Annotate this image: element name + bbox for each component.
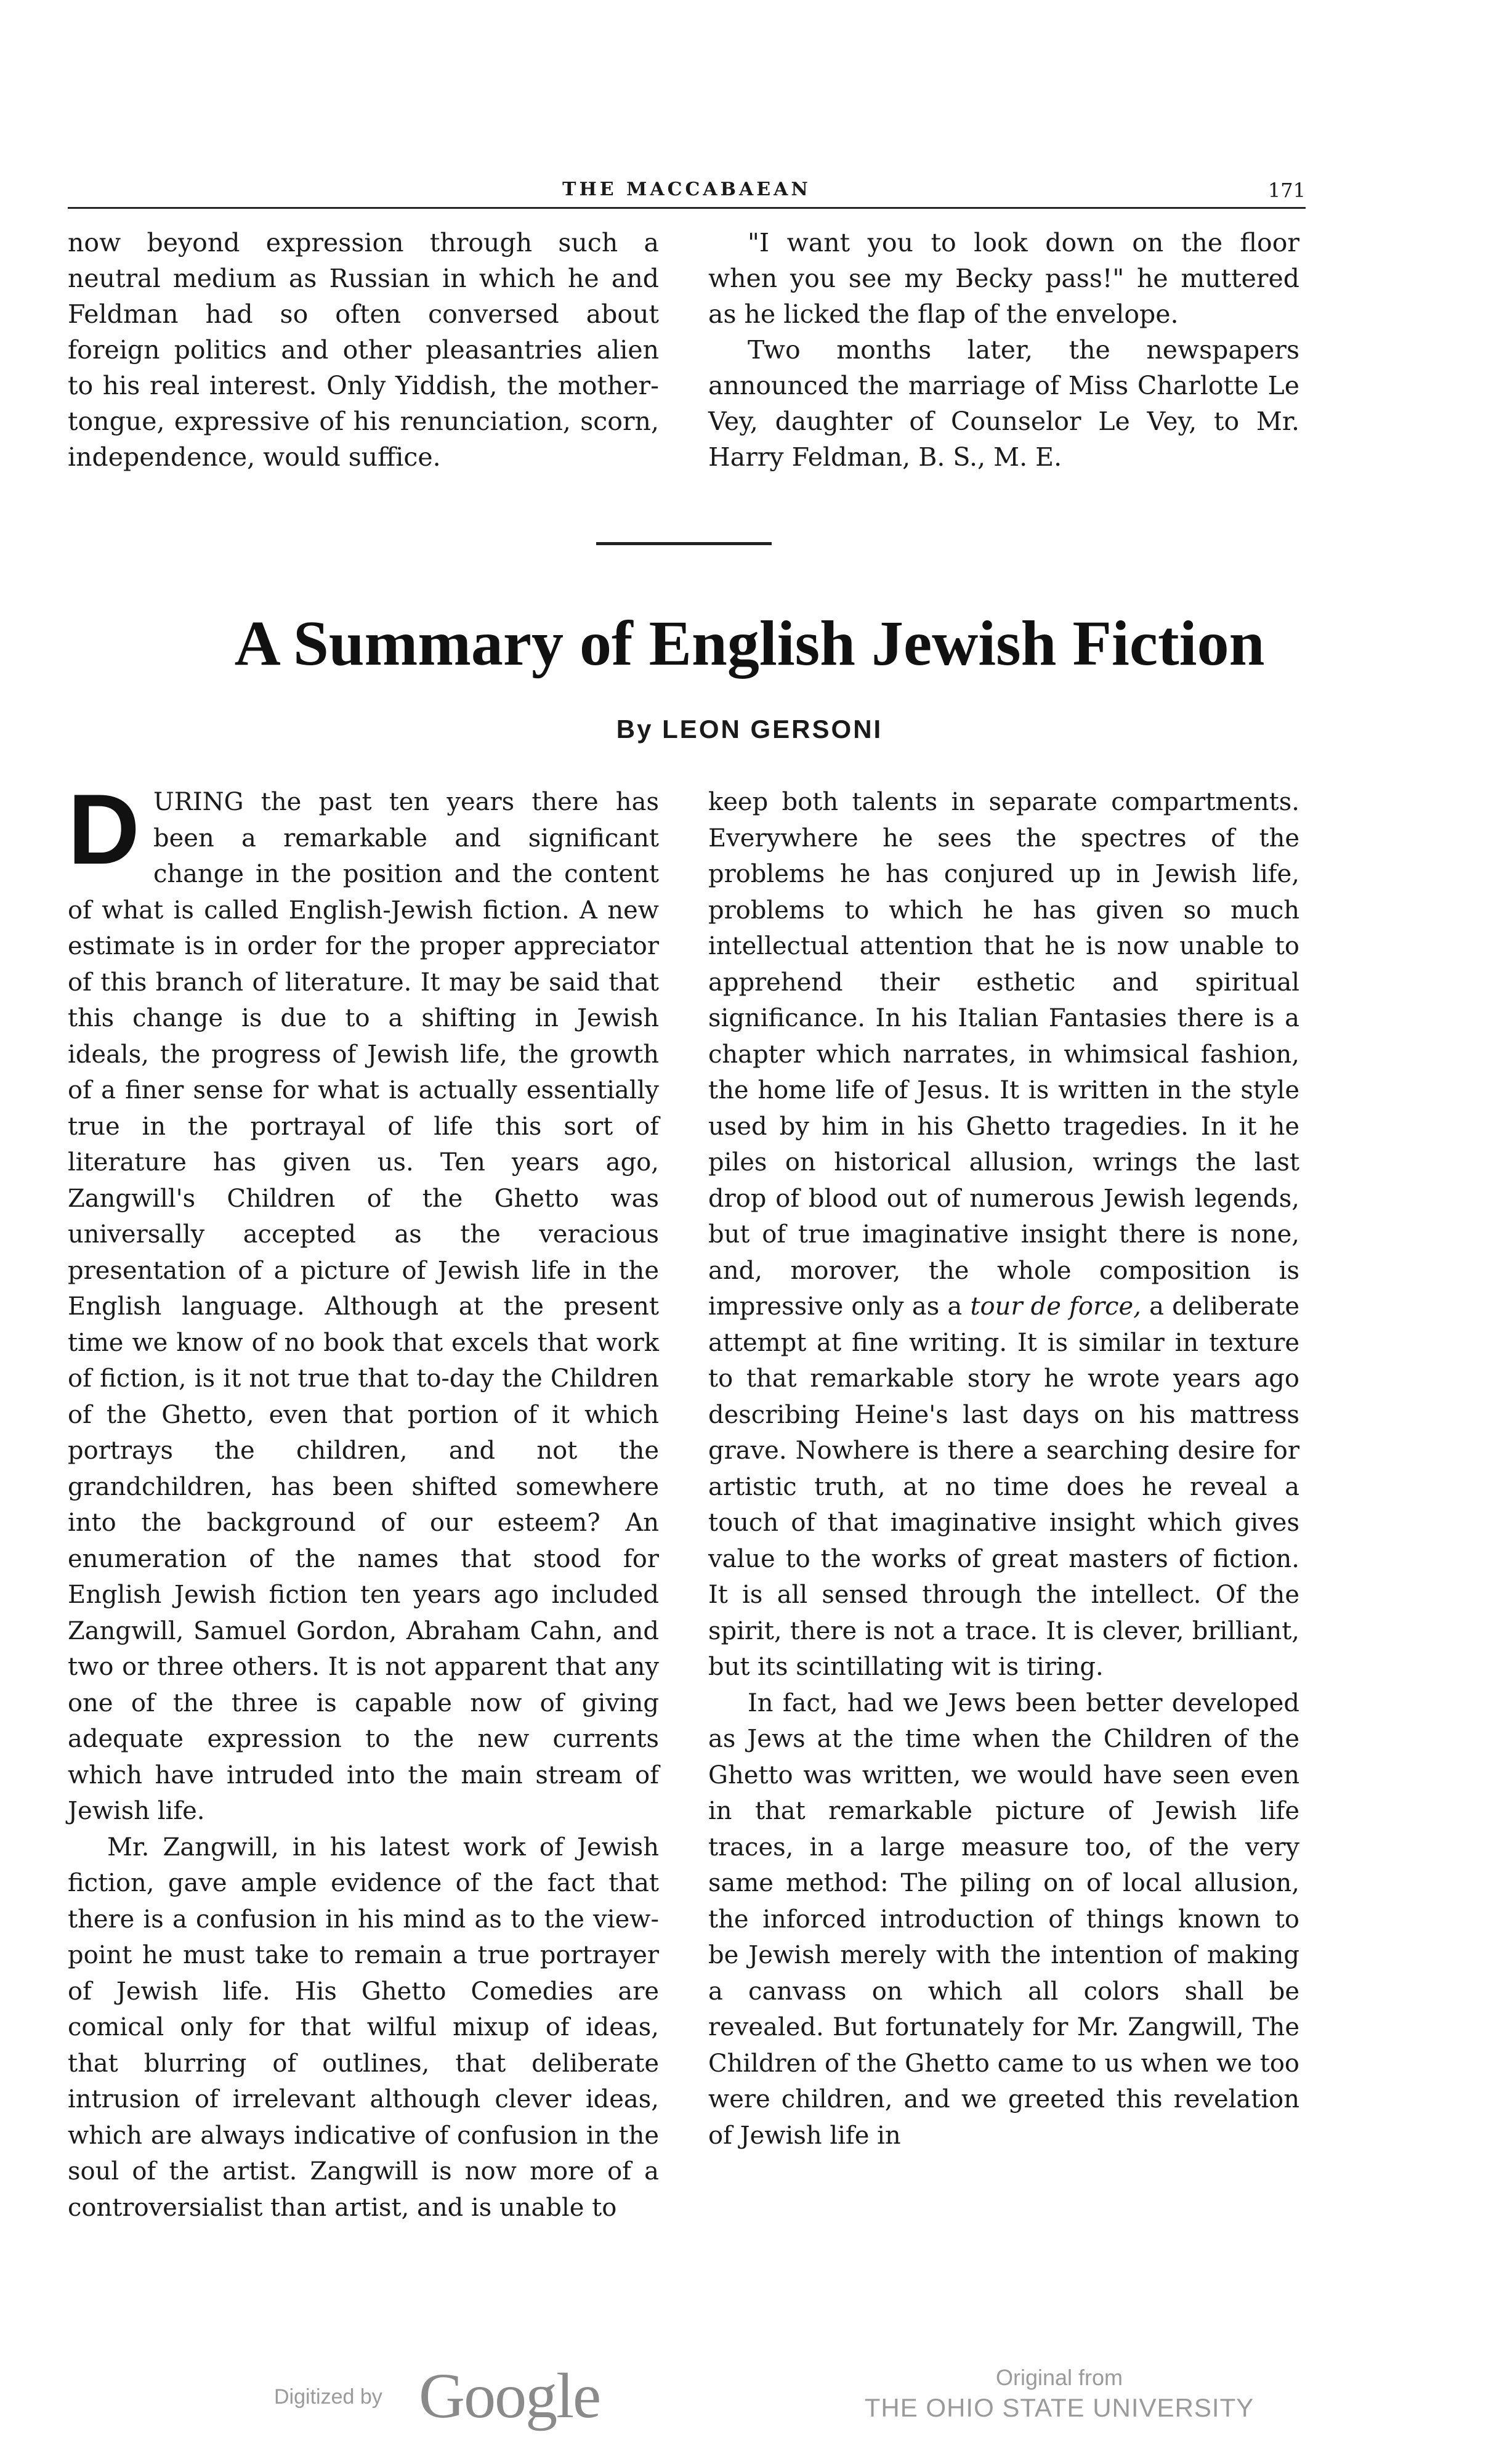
article-paragraph: In fact, had we Jews been better developed as Jews at the time when the Children of the Ghetto was written, we would have seen even in that remarkable picture of Jewish life traces, in a large measure too, of the very same method: The piling on of local allusion, the inforced introduction of things known to be Jewish merely with the intention of making a canvass on which all colors shall be revealed. But fortunately for Mr. Zangwill, The Children of the Ghetto came to us when we too were children, and we greeted this revelation of Jewish life in — [708, 1688, 1299, 2150]
previous-story-paragraph: now beyond expression through such a neutral medium as Russian in which he and Feldman had so often conversed about foreign politics and other pleasantries alien to his real interest. Only Yiddish, the mother-tongue, expressive of his renunciation, scorn, independence, would suffice. — [68, 228, 659, 472]
article-right-column — [708, 784, 1299, 2154]
article-title: A Summary of English Jewish Fiction — [234, 608, 1265, 679]
previous-story-ending: Two months later, the newspapers announced the marriage of Miss Charlotte Le Vey, daughter of Counselor Le Vey, to Mr. Harry Feldman, B. S., M. E. — [708, 335, 1299, 472]
article-paragraph-text: URING the past ten years there has been a remarkable and significant change in the position and the content of what is called English-Jewish fiction. A new estimate is in order for the proper appreciator of this branch of literature. It may be said that this change is due to a shifting in Jewish ideals, the progress of Jewish life, the growth of a finer sense for what is actually essentially true in the portrayal of life this sort of literature has given us. Ten years ago, Zangwill's Children of the Ghetto was universally accepted as the veracious presentation of a picture of Jewish life in the English language. Although at the present time we know of no book that excels that work of fiction, is it not true that to-day the Children of the Ghetto, even that portion of it which portrays the children, and not the grandchildren, has been shifted somewhere into the background of our esteem? An enumeration of the names that stood for English Jewish fiction ten years ago included Zangwill, Samuel Gordon, Abraham Cahn, and two or three others. It is not apparent that any one of the three is capable now of giving adequate expression to the new currents which have intruded into the main stream of Jewish life. — [68, 788, 659, 1825]
google-logo: Google — [419, 2361, 600, 2431]
drop-cap: D — [68, 774, 140, 885]
previous-story-right-column — [708, 225, 1299, 475]
header-rule — [68, 207, 1306, 209]
article-byline: By LEON GERSONI — [616, 715, 883, 744]
page-header — [68, 179, 1306, 207]
article-paragraph — [708, 784, 1299, 1685]
article-paragraph: Mr. Zangwill, in his latest work of Jewish fiction, gave ample evidence of the fact that there is a confusion in his mind as to the view-point he must take to remain a true portrayer of Jewish life. His Ghetto Comedies are comical only for that wilful mixup of ideas, that blurring of outlines, that deliberate intrusion of irrelevant although clever ideas, which are always indicative of confusion in the soul of the artist. Zangwill is now more of a controversialist than artist, and is unable to — [68, 1833, 659, 2222]
section-divider-rule — [596, 542, 772, 545]
source-credit — [825, 2364, 1293, 2425]
previous-story-left-column — [68, 225, 659, 475]
article-paragraph-text: a deliberate attempt at fine writing. It is similar in texture to that remarkable story he wrote years ago describing Heine's last days on his mattress grave. Nowhere is there a searching desire for artistic truth, at no time does he reveal a touch of that imaginative insight which gives value to the works of great masters of fiction. It is all sensed through the intellect. Of the spirit, there is not a trace. It is clever, brilliant, but its scintillating wit is tiring. — [708, 1292, 1299, 1681]
running-title: THE MACCABAEAN — [562, 179, 811, 200]
article-left-column — [68, 774, 659, 2226]
original-from-label: Original from — [995, 2365, 1123, 2390]
previous-story-quote: "I want you to look down on the floor when you see my Becky pass!" he muttered as he licked the flap of the envelope. — [708, 228, 1299, 329]
digitized-by-label: Digitized by — [274, 2385, 382, 2409]
italic-phrase: tour de force, — [970, 1292, 1141, 1321]
page-number: 171 — [1267, 179, 1306, 202]
article-paragraph-text: keep both talents in separate compartments. Everywhere he sees the spectres of the problems he has conjured up in Jewish life, problems to which he has given so much intellectual attention that he is now unable to apprehend their esthetic and spiritual significance. In his Italian Fantasies there is a chapter which narrates, in whimsical fashion, the home life of Jesus. It is written in the style used by him in his Ghetto tragedies. In it he piles on historical allusion, wrings the last drop of blood out of numerous Jewish legends, but of true imaginative insight there is none, and, morover, the whole composition is impressive only as a — [708, 788, 1299, 1321]
article-paragraph — [68, 774, 659, 1830]
university-name: THE OHIO STATE UNIVERSITY — [864, 2393, 1255, 2422]
